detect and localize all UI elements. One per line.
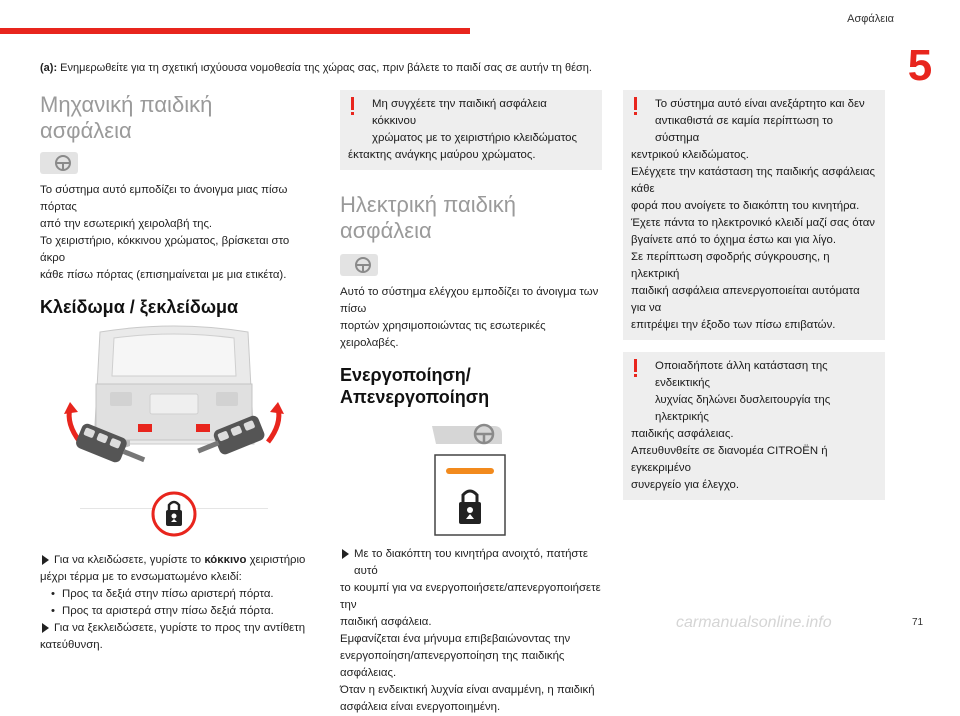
text-line: λυχνίας δηλώνει δυσλειτουργία της ηλεκτρικής: [655, 394, 831, 423]
arrow-bullet-icon: [42, 555, 49, 565]
text-line: Έχετε πάντα το ηλεκτρονικό κλειδί μαζί σας όταν: [631, 217, 875, 229]
section-title-electric: Ηλεκτρική παιδική ασφάλεια: [340, 192, 516, 243]
text-line: αντικαθιστά σε καμία περίπτωση το σύστημα: [655, 115, 833, 144]
text-line: Το χειριστήριο, κόκκινου χρώματος, βρίσκεται στο άκρο: [40, 235, 290, 264]
warning-box: [623, 352, 885, 500]
mechanical-description: [40, 182, 308, 284]
text-line: Αυτό το σύστημα ελέγχου εμποδίζει το άνοιγμα των πίσω: [340, 286, 599, 315]
text-line: παιδικής ασφάλειας.: [631, 428, 734, 440]
column-warnings: [623, 90, 885, 500]
car-rear-illustration: [40, 324, 308, 546]
footnote-label: (a):: [40, 62, 58, 74]
text-line: από την εσωτερική χειρολαβή της.: [40, 218, 213, 230]
column-electric: [340, 90, 602, 716]
footnote-text: Ενημερωθείτε για τη σχετική ισχύουσα νομοθεσία της χώρας σας, πριν βάλετε το παιδί σας σε αυτήν τη θέση.: [60, 62, 592, 74]
instruction-text: Για να κλειδώσετε, γυρίστε το: [54, 554, 205, 566]
switch-panel-illustration: [434, 454, 506, 536]
instruction-lock: [40, 552, 308, 569]
subtitle-lock-unlock: Κλείδωμα / ξεκλείδωμα: [40, 297, 239, 317]
text-line: παιδική ασφάλεια.: [340, 616, 432, 628]
text-line: ασφάλεια είναι ενεργοποιημένη.: [340, 701, 501, 713]
text-line: Σε περίπτωση σφοδρής σύγκρουσης, η ηλεκτρική: [631, 251, 830, 280]
instruction-unlock: [40, 620, 308, 637]
watermark: carmanualsonline.info: [676, 614, 832, 631]
instruction-text: Για να ξεκλειδώσετε, γυρίστε το προς την αντίθετη: [54, 622, 306, 634]
text-line: ενεργοποίηση/απενεργοποίηση της παιδικής ασφάλειας.: [340, 650, 565, 679]
header-title: Ασφάλεια: [847, 13, 894, 25]
text-line: βγαίνετε από το όχημα έστω και για λίγο.: [631, 234, 837, 246]
chapter-number: 5: [907, 41, 933, 90]
text-line: Το σύστημα αυτό εμποδίζει το άνοιγμα μιας πίσω πόρτας: [40, 184, 288, 213]
warning-box: [340, 90, 602, 170]
subtitle-activation: Ενεργοποίηση/Απενεργοποίηση: [340, 365, 490, 407]
steering-wheel-icon: [432, 418, 504, 448]
steering-wheel-icon: [340, 254, 378, 276]
footnote: [40, 62, 592, 74]
text-line: χρώματος με το χειριστήριο κλειδώματος: [372, 132, 577, 144]
text-line: Όταν η ενδεικτική λυχνία είναι αναμμένη, η παιδική: [340, 684, 595, 696]
text-line: παιδική ασφάλεια απενεργοποιείται αυτόματα για να: [631, 285, 860, 314]
electric-description: [340, 284, 602, 352]
text-line: Εμφανίζεται ένα μήνυμα επιβεβαιώνοντας την: [340, 633, 571, 645]
text-line: έκτακτης ανάγκης μαύρου χρώματος.: [348, 149, 536, 161]
warning-box: [623, 90, 885, 340]
text-line: Μη συγχέετε την παιδική ασφάλεια κόκκινου: [372, 98, 547, 127]
text-line: φορά που ανοίγετε το διακόπτη του κινητήρα.: [631, 200, 860, 212]
text-line: Ελέγχετε την κατάσταση της παιδικής ασφάλειας κάθε: [631, 166, 875, 195]
instruction-text: Με το διακόπτη του κινητήρα ανοιχτό, πατήστε αυτό: [354, 548, 589, 577]
list-item: • Προς τα αριστερά στην πίσω δεξιά πόρτα.: [40, 603, 308, 620]
arrow-bullet-icon: [342, 549, 349, 559]
instruction-text: χειριστήριο: [246, 554, 306, 566]
text-line: Το σύστημα αυτό είναι ανεξάρτητο και δεν: [655, 98, 865, 110]
text-line: Απευθυνθείτε σε διανομέα CITROËN ή εγκεκριμένο: [631, 445, 828, 474]
text-line: κεντρικού κλειδώματος.: [631, 149, 749, 161]
indicator-led: [446, 468, 494, 474]
text-line: το κουμπί για να ενεργοποιήσετε/απενεργοποιήσετε την: [340, 582, 601, 611]
warning-exclamation-icon: [633, 359, 638, 378]
steering-wheel-icon: [40, 152, 78, 174]
text-line: επιτρέψει την έξοδο των πίσω επιβατών.: [631, 319, 836, 331]
text-line: κάθε πίσω πόρτας (επισημαίνεται με μια ετικέτα).: [40, 269, 287, 281]
instruction-emphasis: κόκκινο: [204, 554, 247, 566]
lock-instructions: [40, 552, 308, 654]
arrow-bullet-icon: [42, 623, 49, 633]
column-mechanical: [40, 90, 308, 654]
text-line: πορτών χρησιμοποιώντας τις εσωτερικές χειρολαβές.: [340, 320, 546, 349]
warning-exclamation-icon: [633, 97, 638, 116]
list-item: • Προς τα δεξιά στην πίσω αριστερή πόρτα.: [40, 586, 308, 603]
warning-exclamation-icon: [350, 97, 355, 116]
text-line: μέχρι τέρμα με το ενσωματωμένο κλειδί:: [40, 571, 242, 583]
section-title-mechanical: Μηχανική παιδική ασφάλεια: [40, 92, 213, 143]
page-number: 71: [912, 617, 924, 628]
instruction-press-button: [340, 546, 602, 580]
activation-instructions: [340, 546, 602, 716]
text-line: κατεύθυνση.: [40, 639, 103, 651]
text-line: συνεργείο για έλεγχο.: [631, 479, 740, 491]
header-accent-bar: [0, 28, 470, 34]
text-line: Οποιαδήποτε άλλη κατάσταση της ενδεικτικής: [655, 360, 828, 389]
